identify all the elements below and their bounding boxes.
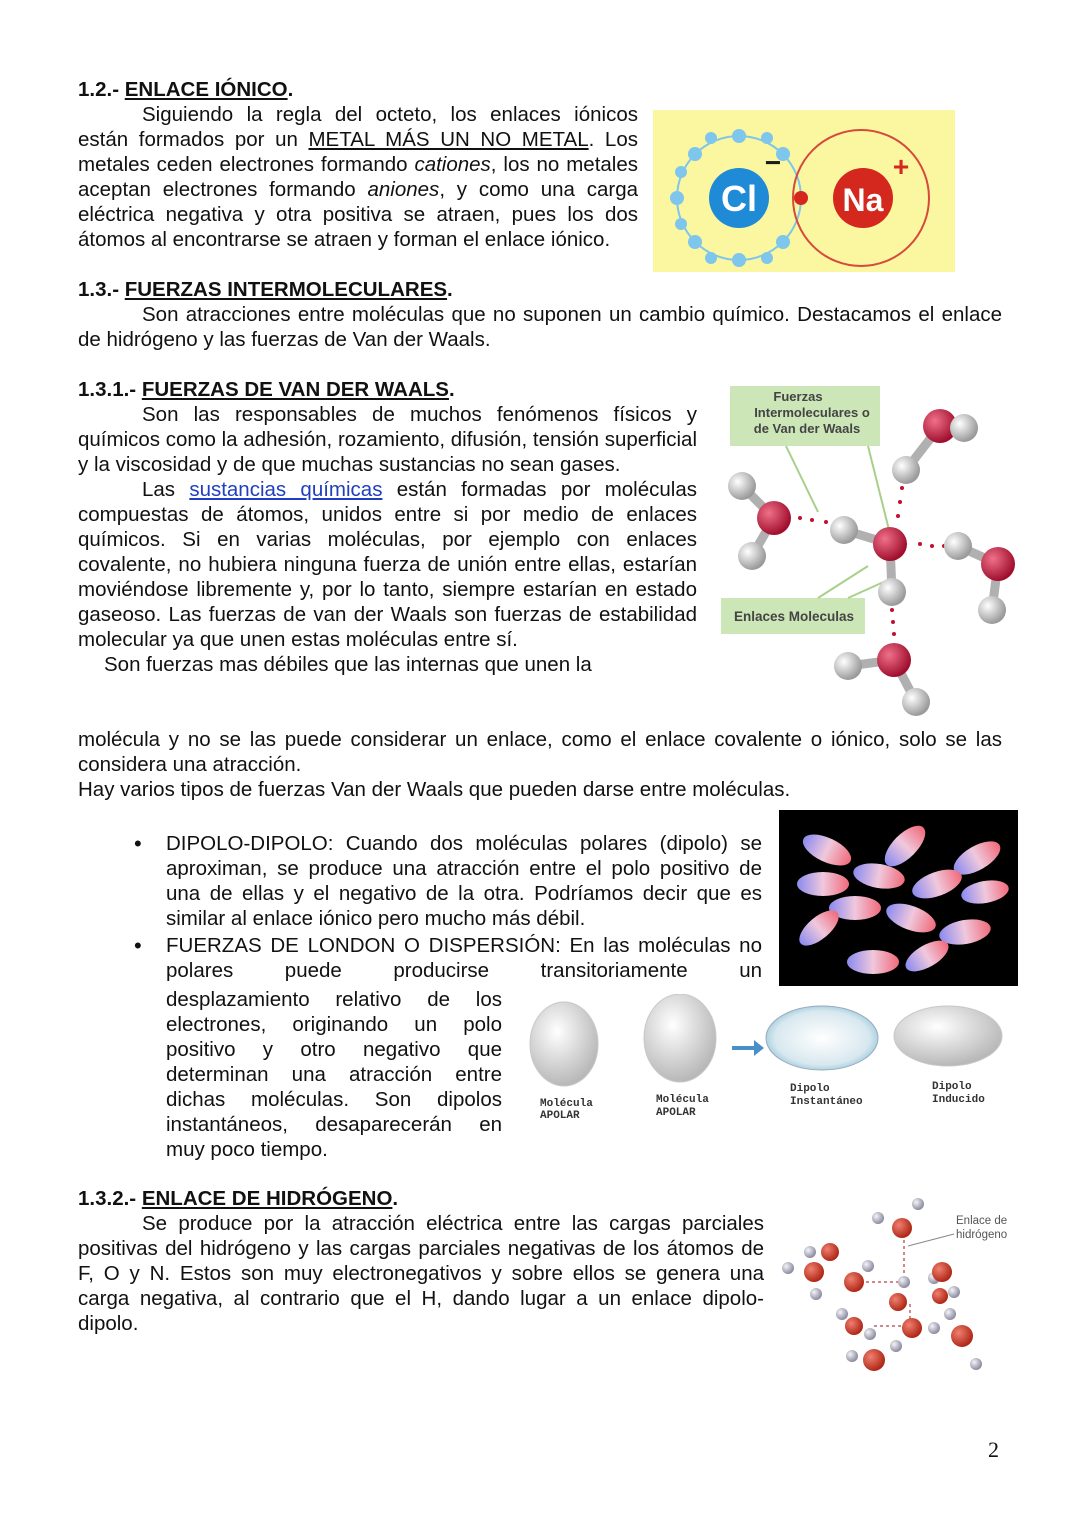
section-1-3-2 bbox=[78, 1186, 764, 1336]
list-item-dipolo: • DIPOLO-DIPOLO: Cuando dos moléculas polares (dipolo) se aproximan, se produce una atracción entre el polo positivo de una de ellas y el negativo de la otra. Podríamos decir que es similar al enlace iónico pero mucho más débil. bbox=[78, 831, 762, 931]
ionic-bond-image bbox=[653, 110, 955, 272]
section-1-2 bbox=[78, 77, 638, 252]
svg-text:Instantáneo: Instantáneo bbox=[790, 1096, 863, 1108]
section-1-3-1-cont bbox=[78, 727, 1002, 802]
paragraph-vdw-3a: Son fuerzas mas débiles que las internas que unen la bbox=[104, 653, 592, 676]
london-diagram bbox=[524, 994, 1014, 1126]
svg-text:Molécula: Molécula bbox=[656, 1094, 709, 1106]
section-1-3 bbox=[78, 277, 1002, 352]
hydrogen-bond-diagram bbox=[774, 1196, 1024, 1376]
vdw-image bbox=[718, 384, 1024, 724]
svg-text:Intermoleculares o: Intermoleculares o bbox=[754, 405, 870, 420]
svg-text:de Van der Waals: de Van der Waals bbox=[753, 421, 861, 436]
svg-text:Inducido: Inducido bbox=[932, 1094, 985, 1106]
paragraph-hydrogen-bond: Se produce por la atracción eléctrica entre las cargas parciales positivas del hidrógeno y las cargas parciales negativas de los átomos de F, O y N. Estos son muy electronegativos y sobre ellos se genera una carga negativa, al contrario que el H, dando lugar a un enlace dipolo-dipolo. bbox=[78, 1212, 764, 1335]
heading-1-3: 1.3.- FUERZAS INTERMOLECULARES. bbox=[78, 278, 453, 301]
svg-text:Dipolo: Dipolo bbox=[790, 1083, 830, 1095]
ionic-bond-diagram bbox=[653, 110, 955, 272]
london-continuation: desplazamiento relativo de los electrones, originando un polo positivo y otro negativo que determinan una atracción entre dichas moléculas. Son dipolos instantáneos, desaparecerán en muy poco tiempo. bbox=[166, 988, 502, 1161]
chlorine-label: Cl bbox=[721, 178, 757, 219]
paragraph-vdw-4: Hay varios tipos de fuerzas Van der Waals que pueden darse entre moléculas. bbox=[78, 778, 791, 801]
svg-text:Fuerzas: Fuerzas bbox=[773, 389, 823, 404]
link-sustancias-quimicas[interactable]: sustancias químicas bbox=[189, 478, 383, 501]
svg-text:Molécula: Molécula bbox=[540, 1098, 593, 1110]
paragraph-ionic: Siguiendo la regla del octeto, los enlaces iónicos están formados por un METAL MÁS UN NO METAL. Los metales ceden electrones formando cationes, los no metales aceptan electrones formando aniones, y como una carga eléctrica negativa y otra positiva se atraen, pues los dos átomos al encontrarse se atraen y forman el enlace iónico. bbox=[78, 103, 639, 251]
svg-text:Enlaces Moleculas: Enlaces Moleculas bbox=[733, 609, 855, 624]
vdw-types-list bbox=[78, 831, 762, 983]
dipole-diagram bbox=[779, 810, 1018, 986]
svg-text:APOLAR: APOLAR bbox=[656, 1107, 696, 1119]
paragraph-vdw-2: Las sustancias químicas están formadas por moléculas compuestas de átomos, unidos entre si por medio de enlaces químicos. Si en varias moléculas, por ejemplo con enlaces covalente, no hubiera ninguna fuerza de unión entre ellas, estarían moviéndose libremente y, por lo tanto, siempre estarían en estado gaseoso. Las fuerzas de van der Waals son fuerzas de estabilidad molecular ya que unen estas moléculas entre sí. bbox=[78, 478, 697, 651]
svg-text:APOLAR: APOLAR bbox=[540, 1110, 580, 1122]
paragraph-intermolecular: Son atracciones entre moléculas que no suponen un cambio químico. Destacamos el enlace de hidrógeno y las fuerzas de Van der Waals. bbox=[78, 303, 1002, 351]
paragraph-vdw-1: Son las responsables de muchos fenómenos físicos y químicos como la adhesión, rozamiento, difusión, tensión superficial y la viscosidad y de que muchas sustancias no sean gases. bbox=[78, 403, 697, 476]
heading-1-2: 1.2.- ENLACE IÓNICO. bbox=[78, 78, 294, 101]
dipole-image bbox=[779, 810, 1018, 986]
minus-sign: − bbox=[764, 147, 782, 178]
svg-text:hidrógeno: hidrógeno bbox=[956, 1229, 1008, 1241]
vdw-diagram bbox=[718, 384, 1024, 724]
heading-1-3-1: 1.3.1.- FUERZAS DE VAN DER WAALS. bbox=[78, 378, 455, 401]
sodium-label: Na bbox=[842, 182, 884, 218]
hydrogen-bond-image bbox=[774, 1196, 1024, 1376]
section-1-3-1 bbox=[78, 377, 697, 677]
page-number: 2 bbox=[988, 1437, 999, 1462]
heading-1-3-2: 1.3.2.- ENLACE DE HIDRÓGENO. bbox=[78, 1187, 399, 1210]
paragraph-vdw-3b: molécula y no se las puede considerar un enlace, como el enlace covalente o iónico, solo se las considera una atracción. bbox=[78, 728, 1002, 776]
list-item-london: • FUERZAS DE LONDON O DISPERSIÓN: En las moléculas no polares puede producirse transitoriamente un bbox=[78, 933, 762, 983]
svg-text:Enlace de: Enlace de bbox=[956, 1215, 1008, 1227]
plus-sign: + bbox=[892, 151, 910, 182]
svg-text:Dipolo: Dipolo bbox=[932, 1081, 972, 1093]
london-image bbox=[524, 994, 1014, 1126]
